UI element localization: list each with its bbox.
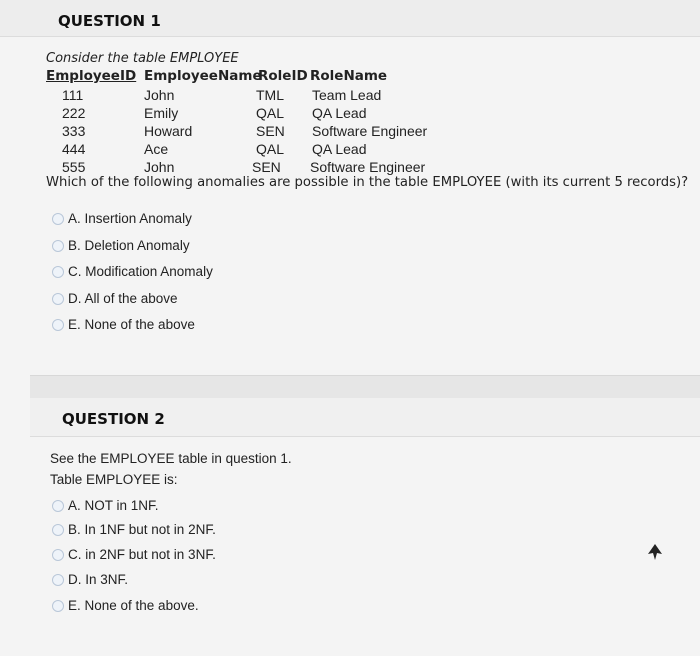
- radio-icon[interactable]: [52, 549, 64, 561]
- q2-option-e[interactable]: [52, 598, 199, 613]
- q2-option-d[interactable]: [52, 572, 128, 587]
- option-label: E. None of the above.: [68, 598, 199, 613]
- cell-rolename: Software Engineer: [310, 159, 426, 175]
- option-label: D. In 3NF.: [68, 572, 129, 587]
- cell-roleid: TML: [256, 87, 284, 103]
- q2-option-b[interactable]: [52, 522, 216, 537]
- option-label: E. None of the above: [68, 317, 195, 332]
- question-1-prompt: Which of the following anomalies are possible in the table EMPLOYEE (with its current 5 records)?: [46, 175, 689, 190]
- question-divider: [30, 375, 700, 399]
- cell-employeename: Howard: [144, 123, 193, 139]
- radio-icon[interactable]: [52, 293, 64, 305]
- table-header-employeeid: EmployeeID: [46, 68, 137, 84]
- cell-roleid: QAL: [256, 105, 285, 121]
- option-label: D. All of the above: [68, 291, 178, 306]
- cell-employeeid: 222: [62, 105, 86, 121]
- q1-option-c[interactable]: [52, 264, 213, 279]
- cell-rolename: QA Lead: [312, 105, 367, 121]
- option-label: A. Insertion Anomaly: [68, 211, 192, 226]
- q1-option-a[interactable]: [52, 211, 192, 226]
- cell-employeename: John: [144, 159, 175, 175]
- q1-option-d[interactable]: [52, 291, 178, 306]
- q2-option-c[interactable]: [52, 547, 216, 562]
- cell-employeeid: 555: [62, 159, 86, 175]
- cell-employeename: Ace: [144, 141, 169, 157]
- cell-employeeid: 444: [62, 141, 86, 157]
- cell-roleid: QAL: [256, 141, 285, 157]
- question-2-title: QUESTION 2: [62, 410, 165, 428]
- option-label: C. in 2NF but not in 3NF.: [68, 547, 216, 562]
- option-label: B. Deletion Anomaly: [68, 238, 190, 253]
- cell-rolename: QA Lead: [312, 141, 367, 157]
- cell-employeename: Emily: [144, 105, 179, 121]
- cell-employeename: John: [144, 87, 175, 103]
- option-label: B. In 1NF but not in 2NF.: [68, 522, 216, 537]
- radio-icon[interactable]: [52, 500, 64, 512]
- table-header-rolename: RoleName: [310, 68, 388, 84]
- q2-option-a[interactable]: [52, 498, 159, 513]
- q1-option-e[interactable]: [52, 317, 195, 332]
- radio-icon[interactable]: [52, 600, 64, 612]
- option-label: C. Modification Anomaly: [68, 264, 213, 279]
- question-1-intro: Consider the table EMPLOYEE: [46, 51, 239, 66]
- radio-icon[interactable]: [52, 240, 64, 252]
- radio-icon[interactable]: [52, 266, 64, 278]
- cell-rolename: Team Lead: [312, 87, 382, 103]
- radio-icon[interactable]: [52, 213, 64, 225]
- radio-icon[interactable]: [52, 524, 64, 536]
- q1-option-b[interactable]: [52, 238, 190, 253]
- question-2-prompt-line2: Table EMPLOYEE is:: [50, 472, 178, 487]
- table-header-roleid: RoleID: [258, 68, 308, 84]
- cell-employeeid: 333: [62, 123, 86, 139]
- cell-employeeid: 111: [62, 87, 84, 103]
- cell-roleid: SEN: [256, 123, 285, 139]
- mouse-cursor-icon: [648, 544, 662, 560]
- table-header-employeename: EmployeeName: [144, 68, 262, 84]
- radio-icon[interactable]: [52, 319, 64, 331]
- question-1-title: QUESTION 1: [58, 12, 161, 30]
- question-2-prompt-line1: See the EMPLOYEE table in question 1.: [50, 451, 292, 466]
- option-label: A. NOT in 1NF.: [68, 498, 159, 513]
- radio-icon[interactable]: [52, 574, 64, 586]
- cell-rolename: Software Engineer: [312, 123, 428, 139]
- cell-roleid: SEN: [252, 159, 281, 175]
